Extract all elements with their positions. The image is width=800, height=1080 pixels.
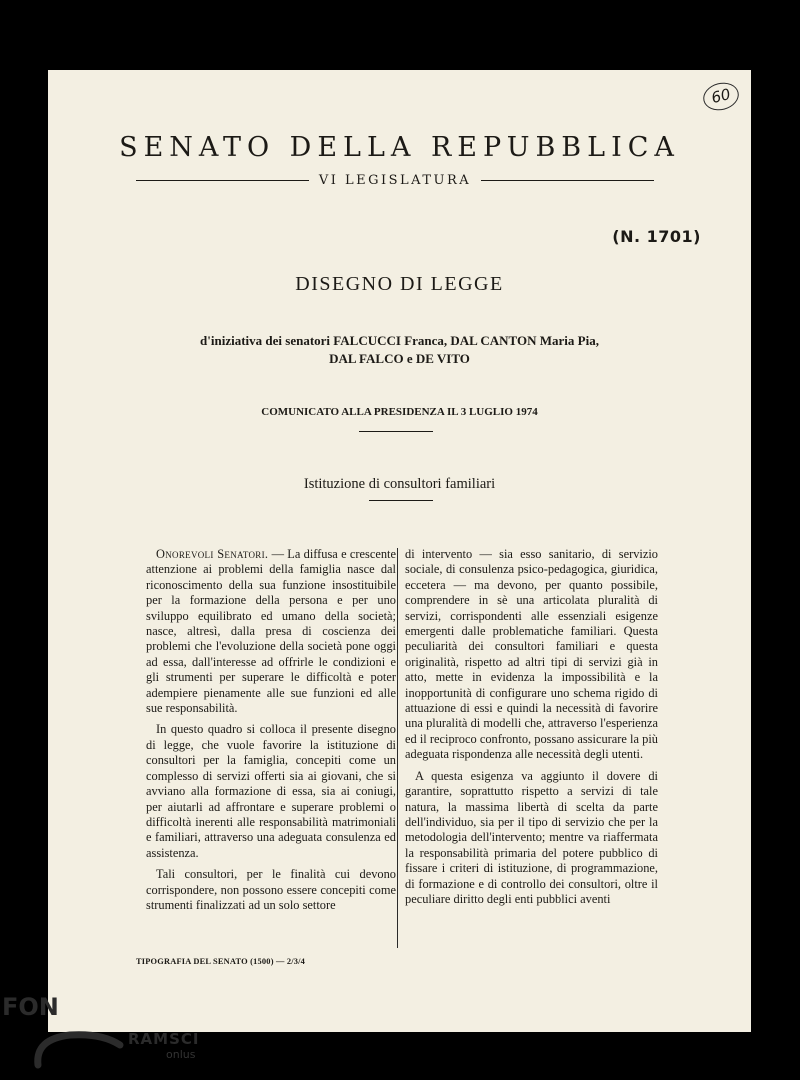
document-page	[48, 70, 751, 1032]
divider	[359, 431, 433, 432]
paragraph	[146, 547, 396, 716]
watermark-text: RAMSCI	[128, 1030, 200, 1048]
document-number: (N. 1701)	[612, 227, 701, 246]
paragraph: A questa esigenza va aggiunto il dovere di garantire, soprattutto rispetto a servizi di tale natura, la massima libertà di scelta da parte dell'individuo, sia per il tipo di servizio che per la metodologia dell'intervento; mentre va riaffermata la responsabilità primaria del potere pubblico di fissare i criteri di istituzione, di programmazione, di formazione e di controllo dei consultori, oltre il peculiare diritto degli enti pubblici aventi	[405, 768, 658, 906]
divider	[136, 180, 309, 181]
initiative	[48, 332, 751, 368]
paragraph-text: — La diffusa e crescente attenzione ai problemi della famiglia nasce dal riconoscimento della sua funzione insostituibile per la formazione della persona e per uno sviluppo equilibrato ed umano della società; nasce, altresì, dalla presa di coscienza dei problemi che l'evoluzione della società pone oggi ad essa, dall'interesse ad offrirle le condizioni e gli strumenti per superare le difficoltà e poter adempiere pienamente alle sue funzioni ed alle sue responsabilità.	[146, 547, 396, 716]
subject-title: Istituzione di consultori familiari	[303, 476, 496, 492]
watermark-text: onlus	[166, 1048, 196, 1061]
document-type: DISEGNO DI LEGGE	[295, 273, 504, 295]
salutation: Onorevoli Senatori.	[156, 547, 269, 561]
handwritten-annotation: 60	[700, 79, 741, 114]
divider	[481, 180, 654, 181]
printer-footer: TIPOGRAFIA DEL SENATO (1500) — 2/3/4	[136, 957, 306, 966]
right-column	[405, 547, 658, 913]
legislature-label: VI LEGISLATURA	[318, 173, 472, 188]
paragraph: Tali consultori, per le finalità cui devono corrispondere, non possono essere concepiti come strumenti finalizzati ad un solo settore	[146, 867, 396, 912]
divider	[369, 500, 433, 501]
watermark-text: FON	[2, 993, 59, 1021]
communication-date: COMUNICATO ALLA PRESIDENZA IL 3 LUGLIO 1974	[261, 406, 538, 418]
watermark-logo-icon	[30, 1025, 130, 1070]
paragraph: di intervento — sia esso sanitario, di servizio sociale, di consulenza psico-pedagogica, giuridica, eccetera — ma devono, per quanto possibile, comprendere in sè una articolata pluralità di servizi, corrispondenti alle essenziali esigenze emergenti dalle problematiche familiari. Questa peculiarità dei consultori familiari e questa originalità, rispetto ad altri tipi di servizi già in atto, mette in evidenza la impossibilità e la inopportunità di configurare uno schema rigido di attuazione di essi e quindi la necessità di favorire una pluralità di modelli che, attraverso l'esperienza ed il reciproco confronto, possano assicurare la più adeguata rispondenza alle necessità degli utenti.	[405, 547, 658, 762]
page-title: SENATO DELLA REPUBBLICA	[119, 132, 680, 163]
paragraph: In questo quadro si colloca il presente disegno di legge, che vuole favorire la istituzione di consultori per la famiglia, concepiti come un complesso di servizi offerti sia ai giovani, che si avviano alla formazione di essa, sia ai coniugi, per aiutarli ad affrontare e superare problemi o difficoltà inerenti alle responsabilità matrimoniali e familiari, attraverso una adeguata consulenza ed assistenza.	[146, 722, 396, 860]
legislature-header	[136, 173, 654, 188]
column-divider	[397, 548, 398, 948]
initiative-line-1: d'iniziativa dei senatori FALCUCCI Franca, DAL CANTON Maria Pia,	[200, 333, 599, 348]
initiative-line-2: DAL FALCO e DE VITO	[329, 351, 470, 366]
left-column	[146, 547, 396, 919]
